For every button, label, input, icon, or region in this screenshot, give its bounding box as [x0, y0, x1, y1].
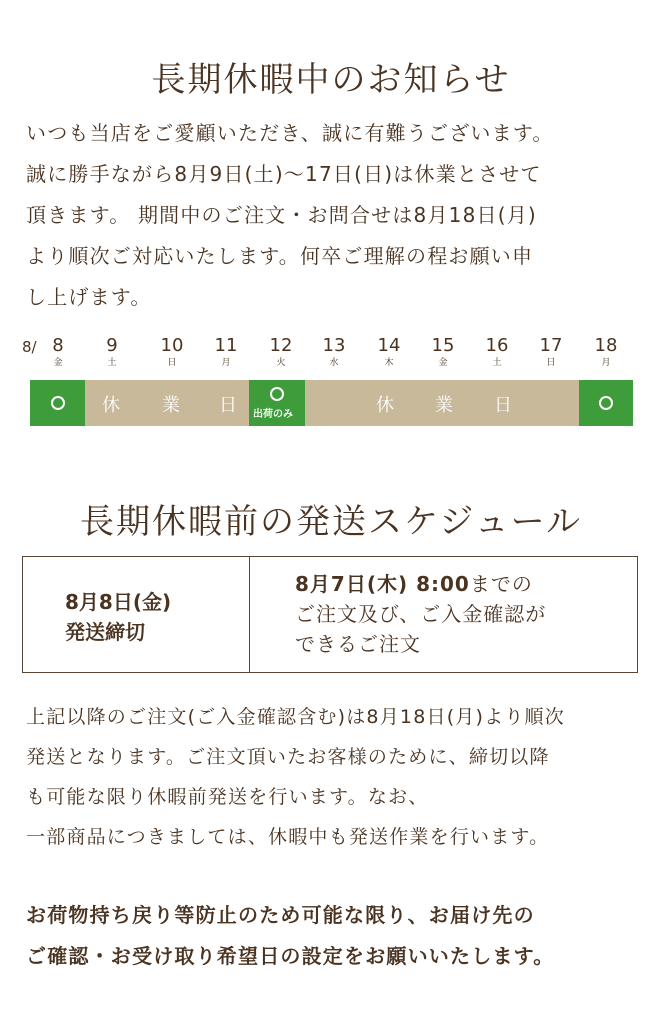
cutoff-line: できるご注文 — [295, 632, 421, 656]
note-line: も可能な限り休暇前発送を行います。なお、 — [26, 786, 429, 808]
cutoff-line: ご注文及び、ご入金確認が — [295, 602, 547, 626]
closed-char: 休 — [376, 395, 394, 416]
schedule-title: 長期休暇前の発送スケジュール — [80, 502, 582, 542]
open-circle-icon — [270, 387, 284, 401]
month-mark: 8/ — [22, 338, 37, 356]
calendar-day: 9 土 — [106, 335, 118, 368]
notice-line: いつも当店をご愛顧いただき、誠に有難うございます。 — [26, 121, 554, 145]
calendar-day: 13 水 — [322, 335, 346, 368]
table-divider — [249, 557, 250, 672]
closed-char: 日 — [494, 395, 512, 416]
warning-line: お荷物持ち戻り等防止のため可能な限り、お届け先の — [26, 903, 535, 927]
calendar-day: 8 金 — [52, 335, 64, 368]
calendar-day: 18 月 — [594, 335, 618, 368]
calendar-day: 14 木 — [377, 335, 401, 368]
notice-line: 頂きます。 期間中のご注文・お問合せは8月18日(月) — [26, 203, 537, 227]
notice-line: 誠に勝手ながら8月9日(土)〜17日(日)は休業とさせて — [26, 162, 542, 186]
warning-line: ご確認・お受け取り希望日の設定をお願いいたします。 — [26, 944, 555, 968]
calendar-day: 16 土 — [485, 335, 509, 368]
cutoff-time: 8月7日(木) 8:00 — [295, 572, 470, 596]
calendar-day: 10 日 — [160, 335, 184, 368]
notice-title: 長期休暇中のお知らせ — [151, 60, 511, 100]
deadline-label: 発送締切 — [65, 620, 145, 644]
delivery-warning — [26, 895, 646, 977]
ship-only-cell — [249, 380, 305, 426]
notice-line: し上げます。 — [26, 285, 152, 309]
schedule-table — [22, 556, 638, 673]
closed-char: 業 — [162, 395, 180, 416]
holiday-calendar — [0, 335, 662, 430]
deadline-cell — [65, 587, 171, 647]
note-line: 発送となります。ご注文頂いたお客様のために、締切以降 — [26, 746, 550, 768]
note-line: 一部商品につきましては、休暇中も発送作業を行います。 — [26, 826, 550, 848]
notice-line: より順次ご対応いたします。何卒ご理解の程お願い申 — [26, 244, 534, 268]
shipping-note — [26, 697, 646, 857]
calendar-day: 17 日 — [539, 335, 563, 368]
deadline-date: 8月8日(金) — [65, 590, 172, 614]
notice-body — [26, 113, 646, 318]
calendar-day: 15 金 — [431, 335, 455, 368]
open-day-cell — [579, 380, 633, 426]
calendar-day: 11 月 — [214, 335, 238, 368]
open-day-cell — [30, 380, 85, 426]
calendar-day: 12 火 — [269, 335, 293, 368]
note-line: 上記以降のご注文(ご入金確認含む)は8月18日(月)より順次 — [26, 706, 565, 728]
open-circle-icon — [51, 396, 65, 410]
open-circle-icon — [599, 396, 613, 410]
cutoff-suffix: までの — [469, 572, 533, 596]
closed-char: 日 — [219, 395, 237, 416]
closed-char: 業 — [435, 395, 453, 416]
closed-period-cell — [305, 380, 579, 426]
closed-period-cell — [85, 380, 249, 426]
closed-char: 休 — [102, 395, 120, 416]
ship-only-label: 出荷のみ — [253, 409, 293, 420]
order-cutoff-cell — [295, 569, 546, 659]
